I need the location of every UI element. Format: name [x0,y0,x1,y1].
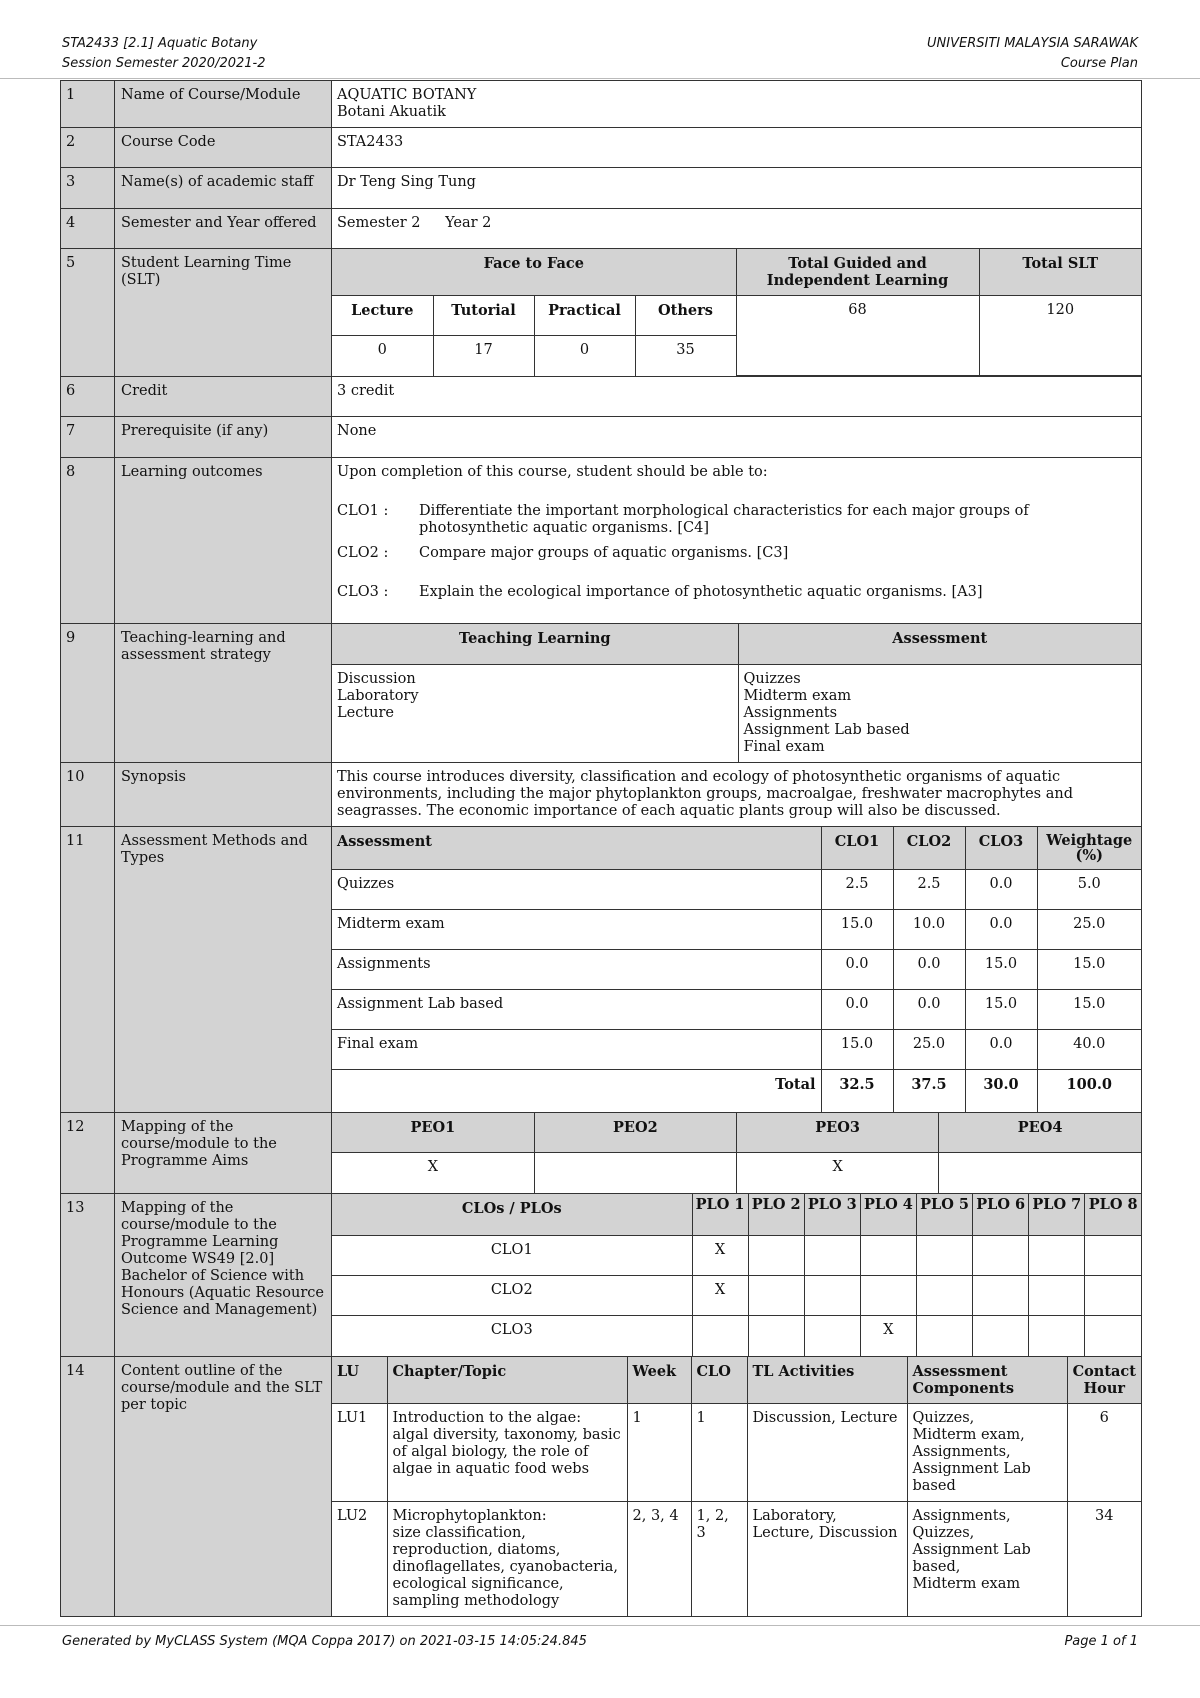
assessment-methods-cell [332,827,1142,1113]
clo2-value: 0.0 [893,990,965,1030]
tl-col-header: TL Activities [747,1357,907,1404]
plo-mark [860,1236,916,1276]
plo-mark: X [860,1316,916,1356]
row-number: 6 [61,377,115,417]
row-staff [61,168,1142,209]
row-label: Teaching-learning and assessment strategy [115,624,332,763]
row-label: Mapping of the course/module to the Programme Learning Outcome WS49 [2.0] Bachelor of Science with Honours (Aquatic Resource Science and Management) [115,1193,332,1356]
plo-mark [973,1316,1029,1356]
teaching-learning-header: Teaching Learning [332,624,738,664]
clo3-value: 15.0 [965,990,1037,1030]
assessment-col-header: Assessment [332,827,821,870]
plo-mark: X [692,1276,748,1316]
topic-text: Introduction to the algae: algal diversity, taxonomy, basic of algal biology, the role of algae in aquatic food webs [387,1403,627,1501]
total-slt-header: Total SLT [979,249,1141,296]
row-label: Mapping of the course/module to the Programme Aims [115,1112,332,1193]
course-name-en: AQUATIC BOTANY [337,87,477,103]
course-name-ms: Botani Akuatik [337,104,446,120]
peo4-header: PEO4 [939,1113,1141,1153]
clo-col-header: CLO [691,1357,747,1404]
assessment-row [332,990,1141,1030]
row-assessment-methods [61,827,1142,1113]
plo-row-clo: CLO2 [332,1276,692,1316]
clo3-value: 0.0 [965,870,1037,910]
plo-header: PLO 8 [1085,1194,1141,1236]
plo-header: PLO 6 [973,1194,1029,1236]
clo-text: Compare major groups of aquatic organisms. [C3] [419,545,789,561]
plo-mark [804,1276,860,1316]
learning-outcomes-value [332,458,1142,624]
clo-plo-corner: CLOs / PLOs [332,1194,692,1236]
weightage-value: 15.0 [1037,950,1141,990]
clo2-total: 37.5 [893,1070,965,1112]
footer-generated: Generated by MyCLASS System (MQA Coppa 2017) on 2021-03-15 14:05:24.845 [62,1634,587,1649]
plo-mark [1029,1276,1085,1316]
lu-col-header: LU [332,1357,387,1404]
guided-header: Total Guided and Independent Learning [736,249,979,296]
clo-value: 1, 2, 3 [691,1501,747,1616]
assessment-row [332,910,1141,950]
credit-value: 3 credit [332,377,1142,417]
plo-header: PLO 2 [748,1194,804,1236]
row-label: Learning outcomes [115,458,332,624]
row-plo-mapping [61,1193,1142,1356]
row-number: 10 [61,763,115,827]
row-label: Name(s) of academic staff [115,168,332,209]
row-slt [61,249,1142,377]
week-value: 2, 3, 4 [627,1501,691,1616]
lu-code: LU2 [332,1501,387,1616]
slt-table [332,249,1141,376]
plo-mark [748,1276,804,1316]
peo2-mark [534,1153,736,1193]
row-number: 2 [61,128,115,168]
plo-row-clo: CLO3 [332,1316,692,1356]
plo-header: PLO 1 [692,1194,748,1236]
clo3-value: 15.0 [965,950,1037,990]
contact-col-header: Contact Hour [1067,1357,1141,1404]
row-tl-strategy [61,624,1142,763]
plo-mark [860,1276,916,1316]
weightage-value: 25.0 [1037,910,1141,950]
plo-mark [804,1316,860,1356]
plo-header: PLO 4 [860,1194,916,1236]
plo-row [332,1236,1141,1276]
peo2-header: PEO2 [534,1113,736,1153]
university-name: UNIVERSITI MALAYSIA SARAWAK [927,36,1138,51]
lecture-value: 0 [332,336,433,376]
assessment-methods-table [332,827,1141,1112]
clo2-value: 0.0 [893,950,965,990]
plo-mark [748,1236,804,1276]
row-course-name [61,81,1142,128]
clo3-col-header: CLO3 [965,827,1037,870]
practical-header: Practical [534,296,635,336]
assessment-name: Assignment Lab based [332,990,821,1030]
clo-code: CLO2 : [337,545,389,561]
row-number: 13 [61,1193,115,1356]
lecture-header: Lecture [332,296,433,336]
plo-mark [804,1236,860,1276]
staff-value: Dr Teng Sing Tung [332,168,1142,209]
assessment-total-row [332,1070,1141,1112]
tl-activities: Laboratory, Lecture, Discussion [747,1501,907,1616]
plo-mark [1085,1316,1141,1356]
clo-value: 1 [691,1403,747,1501]
row-label: Assessment Methods and Types [115,827,332,1113]
plo-mark [1085,1276,1141,1316]
plo-mark: X [692,1236,748,1276]
content-row [332,1403,1141,1501]
lu-code: LU1 [332,1403,387,1501]
lo-intro: Upon completion of this course, student should be able to: [337,464,768,480]
row-number: 9 [61,624,115,763]
plo-header: PLO 7 [1029,1194,1085,1236]
practical-value: 0 [534,336,635,376]
peo3-mark: X [737,1153,939,1193]
course-plan-table [60,80,1142,1617]
plo-mark [1085,1236,1141,1276]
guided-value: 68 [736,296,979,376]
clo2-value: 2.5 [893,870,965,910]
row-label: Name of Course/Module [115,81,332,128]
row-number: 3 [61,168,115,209]
clo3-value: 0.0 [965,1030,1037,1070]
plo-header: PLO 5 [917,1194,973,1236]
plo-mark [748,1316,804,1356]
row-learning-outcomes [61,458,1142,624]
content-outline-table [332,1357,1141,1616]
row-number: 14 [61,1356,115,1616]
weightage-value: 5.0 [1037,870,1141,910]
row-credit [61,377,1142,417]
session-line: Session Semester 2020/2021-2 [62,56,266,71]
others-value: 35 [635,336,736,376]
row-label: Content outline of the course/module and the SLT per topic [115,1356,332,1616]
plo-row-clo: CLO1 [332,1236,692,1276]
row-label: Synopsis [115,763,332,827]
row-number: 11 [61,827,115,1113]
year-text: Year 2 [445,215,492,231]
peo1-mark: X [332,1153,534,1193]
course-line: STA2433 [2.1] Aquatic Botany [62,36,258,51]
semester-value [332,209,1142,249]
clo1-value: 2.5 [821,870,893,910]
contact-hour: 34 [1067,1501,1141,1616]
plo-mark [973,1276,1029,1316]
course-name-value [332,81,1142,128]
weightage-value: 40.0 [1037,1030,1141,1070]
row-number: 4 [61,209,115,249]
assessment-header: Assessment [738,624,1141,664]
row-synopsis [61,763,1142,827]
assessment-row [332,1030,1141,1070]
row-number: 1 [61,81,115,128]
plo-mark [917,1316,973,1356]
assessment-name: Assignments [332,950,821,990]
clo-text: Differentiate the important morphological characteristics for each major groups of photosynthetic aquatic organisms. [C4] [419,503,1029,536]
assessment-list: Quizzes Midterm exam Assignments Assignment Lab based Final exam [738,664,1141,762]
assessment-components: Assignments, Quizzes, Assignment Lab based, Midterm exam [907,1501,1067,1616]
programme-aims-cell [332,1112,1142,1193]
clo-item [337,584,1136,601]
plo-table [332,1194,1141,1356]
clo-code: CLO1 : [337,503,389,519]
row-number: 7 [61,417,115,458]
row-label: Semester and Year offered [115,209,332,249]
tutorial-value: 17 [433,336,534,376]
synopsis-value: This course introduces diversity, classification and ecology of photosynthetic organisms of aquatic environments, including the major phytoplankton groups, macroalgae, freshwater macrophytes and seagrasses. The economic importance of each aquatic plants group will also be discussed. [332,763,1142,827]
clo2-value: 25.0 [893,1030,965,1070]
teaching-learning-list: Discussion Laboratory Lecture [332,664,738,762]
total-slt-value: 120 [979,296,1141,376]
weightage-value: 15.0 [1037,990,1141,1030]
row-label: Student Learning Time (SLT) [115,249,332,377]
plo-row [332,1316,1141,1356]
peo3-header: PEO3 [737,1113,939,1153]
tl-activities: Discussion, Lecture [747,1403,907,1501]
footer-page: Page 1 of 1 [1064,1634,1138,1649]
plo-row [332,1276,1141,1316]
tutorial-header: Tutorial [433,296,534,336]
assess-col-header: Assessment Components [907,1357,1067,1404]
row-programme-aims [61,1112,1142,1193]
plo-mark [1029,1236,1085,1276]
face-to-face-header: Face to Face [332,249,736,296]
plo-mark [973,1236,1029,1276]
clo1-value: 15.0 [821,910,893,950]
clo3-total: 30.0 [965,1070,1037,1112]
contact-hour: 6 [1067,1403,1141,1501]
clo1-total: 32.5 [821,1070,893,1112]
plo-mark [1029,1316,1085,1356]
row-label: Prerequisite (if any) [115,417,332,458]
clo1-col-header: CLO1 [821,827,893,870]
row-number: 8 [61,458,115,624]
topic-text: Microphytoplankton: size classification, reproduction, diatoms, dinoflagellates, cyanobacteria, ecological significance, sampling methodology [387,1501,627,1616]
topic-col-header: Chapter/Topic [387,1357,627,1404]
clo1-value: 15.0 [821,1030,893,1070]
clo-item [337,545,1136,562]
doc-type: Course Plan [1060,56,1138,71]
tl-strategy-table [332,624,1141,762]
course-code-value: STA2433 [332,128,1142,168]
plo-mark [917,1236,973,1276]
assessment-name: Final exam [332,1030,821,1070]
plo-mark [917,1276,973,1316]
prerequisite-value: None [332,417,1142,458]
content-outline-cell [332,1356,1142,1616]
week-col-header: Week [627,1357,691,1404]
plo-mark [692,1316,748,1356]
total-label: Total [332,1070,821,1112]
week-value: 1 [627,1403,691,1501]
clo-code: CLO3 : [337,584,389,600]
slt-table-cell [332,249,1142,377]
header-divider [0,78,1200,79]
row-number: 12 [61,1112,115,1193]
row-number: 5 [61,249,115,377]
row-content-outline [61,1356,1142,1616]
clo3-value: 0.0 [965,910,1037,950]
plo-mapping-cell [332,1193,1142,1356]
peo4-mark [939,1153,1141,1193]
row-label: Credit [115,377,332,417]
clo2-value: 10.0 [893,910,965,950]
assessment-components: Quizzes, Midterm exam, Assignments, Assignment Lab based [907,1403,1067,1501]
clo-item [337,503,1136,537]
weightage-col-header: Weightage (%) [1037,827,1141,870]
tl-strategy-cell [332,624,1142,763]
header-right [927,34,1138,74]
row-prerequisite [61,417,1142,458]
assessment-name: Quizzes [332,870,821,910]
peo-table [332,1113,1141,1193]
row-semester [61,209,1142,249]
content-row [332,1501,1141,1616]
assessment-row [332,870,1141,910]
clo2-col-header: CLO2 [893,827,965,870]
clo1-value: 0.0 [821,950,893,990]
header-left [62,34,266,74]
assessment-name: Midterm exam [332,910,821,950]
assessment-row [332,950,1141,990]
footer-divider [0,1625,1200,1626]
clo1-value: 0.0 [821,990,893,1030]
peo1-header: PEO1 [332,1113,534,1153]
semester-text: Semester 2 [337,215,421,231]
weightage-total: 100.0 [1037,1070,1141,1112]
plo-header: PLO 3 [804,1194,860,1236]
row-label: Course Code [115,128,332,168]
others-header: Others [635,296,736,336]
row-course-code [61,128,1142,168]
clo-text: Explain the ecological importance of photosynthetic aquatic organisms. [A3] [419,584,983,600]
